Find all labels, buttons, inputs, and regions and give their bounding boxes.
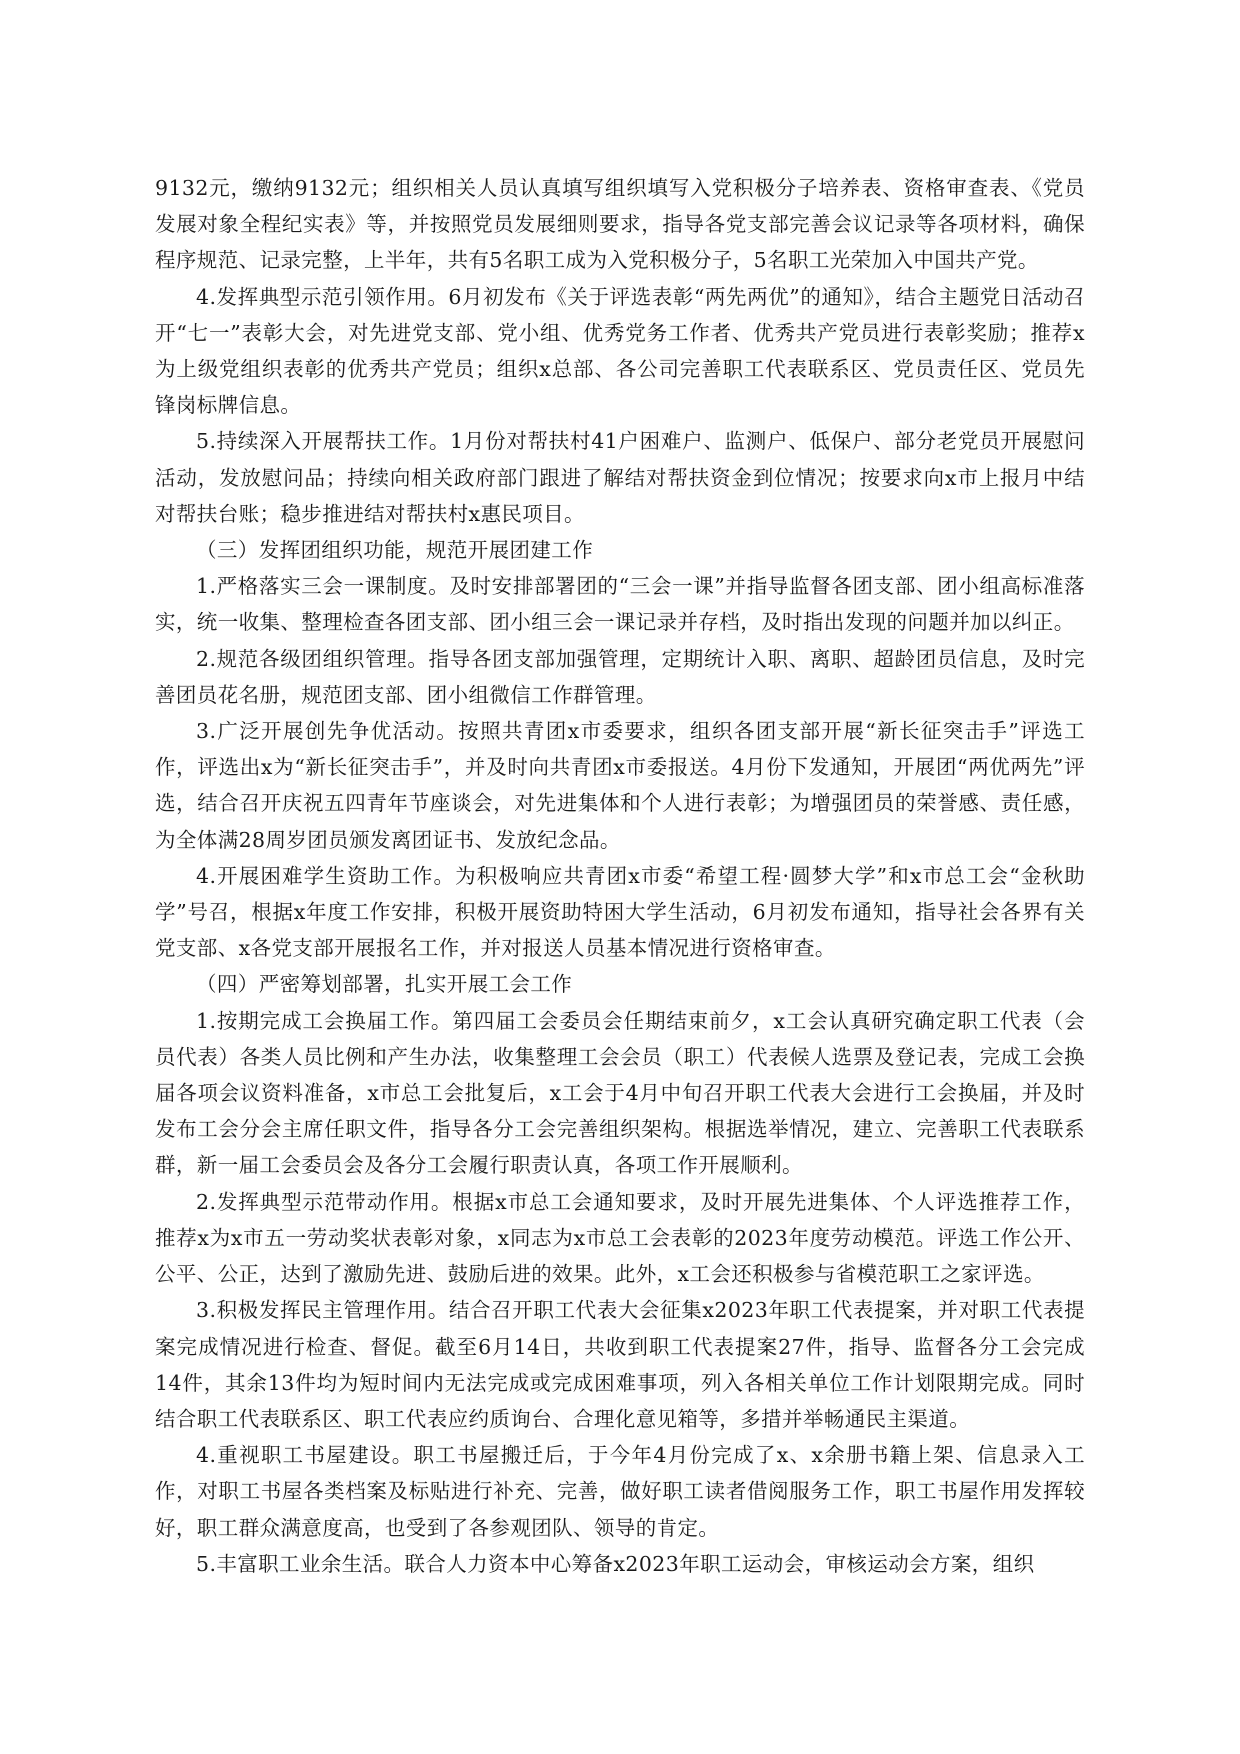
section-heading-trade-union: （四）严密筹划部署，扎实开展工会工作 <box>196 972 573 997</box>
paragraph-party-development-continued: 9132元，缴纳9132元；组织相关人员认真填写组织填写入党积极分子培养表、资格审查表、《党员发展对象全程纪实表》等，并按照党员发展细则要求，指导各党支部完善会议记录等各项材料，确保程序规范、记录完整，上半年，共有5名职工成为入党积极分子，5名职工光荣加入中国共产党。 <box>155 176 1085 273</box>
paragraph-union-election: 1.按期完成工会换届工作。第四届工会委员会任期结束前夕，x工会认真研究确定职工代表（会员代表）各类人员比例和产生办法，收集整理工会会员（职工）代表候人选票及登记表，完成工会换届各项会议资料准备，x市总工会批复后，x工会于4月中旬召开职工代表大会进行工会换届，并及时发布工会分会主席任职文件，指导各分工会完善组织架构。根据选举情况，建立、完善职工代表联系群，新一届工会委员会及各分工会履行职责认真，各项工作开展顺利。 <box>155 1008 1085 1178</box>
paragraph-party-assistance: 5.持续深入开展帮扶工作。1月份对帮扶村41户困难户、监测户、低保户、部分老党员开展慰问活动，发放慰问品；持续向相关政府部门跟进了解结对帮扶资金到位情况；按要求向x市上报月中结对帮扶台账；稳步推进结对帮扶村x惠民项目。 <box>155 429 1085 526</box>
paragraph-party-typical-example: 4.发挥典型示范引领作用。6月初发布《关于评选表彰“两先两优”的通知》，结合主题党日活动召开“七一”表彰大会，对先进党支部、党小组、优秀党务工作者、优秀共产党员进行表彰奖励；推荐x为上级党组织表彰的优秀共产党员；组织x总部、各公司完善职工代表联系区、党员责任区、党员先锋岗标牌信息。 <box>155 284 1085 418</box>
document-body <box>155 170 1085 1582</box>
paragraph-union-leisure: 5.丰富职工业余生活。联合人力资本中心筹备x2023年职工运动会，审核运动会方案，组织 <box>196 1551 1035 1576</box>
paragraph-league-excellence: 3.广泛开展创先争优活动。按照共青团x市委要求，组织各团支部开展“新长征突击手”评选工作，评选出x为“新长征突击手”，并及时向共青团x市委报送。4月份下发通知，开展团“两优两先”评选，结合召开庆祝五四青年节座谈会，对先进集体和个人进行表彰；为增强团员的荣誉感、责任感，为全体满28周岁团员颁发离团证书、发放纪念品。 <box>155 719 1085 852</box>
paragraph-league-management: 2.规范各级团组织管理。指导各团支部加强管理，定期统计入职、离职、超龄团员信息，及时完善团员花名册，规范团支部、团小组微信工作群管理。 <box>155 646 1085 707</box>
section-heading-youth-league: （三）发挥团组织功能，规范开展团建工作 <box>196 538 594 563</box>
paragraph-league-student-aid: 4.开展困难学生资助工作。为积极响应共青团x市委“希望工程·圆梦大学”和x市总工会“金秋助学”号召，根据x年度工作安排，积极开展资助特困大学生活动，6月初发布通知，指导社会各界有关党支部、x各党支部开展报名工作，并对报送人员基本情况进行资格审查。 <box>155 863 1085 961</box>
paragraph-union-bookhouse: 4.重视职工书屋建设。职工书屋搬迁后，于今年4月份完成了x、x余册书籍上架、信息录入工作，对职工书屋各类档案及标贴进行补充、完善，做好职工读者借阅服务工作，职工书屋作用发挥较好，职工群众满意度高，也受到了各参观团队、领导的肯定。 <box>155 1443 1085 1540</box>
paragraph-league-meeting-system: 1.严格落实三会一课制度。及时安排部署团的“三会一课”并指导监督各团支部、团小组高标准落实，统一收集、整理检查各团支部、团小组三会一课记录并存档，及时指出发现的问题并加以纠正。 <box>155 574 1085 635</box>
paragraph-union-democratic-management: 3.积极发挥民主管理作用。结合召开职工代表大会征集x2023年职工代表提案，并对职工代表提案完成情况进行检查、督促。截至6月14日，共收到职工代表提案27件，指导、监督各分工会完成14件，其余13件均为短时间内无法完成或完成困难事项，列入各相关单位工作计划限期完成。同时结合职工代表联系区、职工代表应约质询台、合理化意见箱等，多措并举畅通民主渠道。 <box>155 1298 1085 1431</box>
paragraph-union-model-role: 2.发挥典型示范带动作用。根据x市总工会通知要求，及时开展先进集体、个人评选推荐工作，推荐x为x市五一劳动奖状表彰对象，x同志为x市总工会表彰的2023年度劳动模范。评选工作公开、公平、公正，达到了激励先进、鼓励后进的效果。此外，x工会还积极参与省模范职工之家评选。 <box>155 1189 1085 1287</box>
